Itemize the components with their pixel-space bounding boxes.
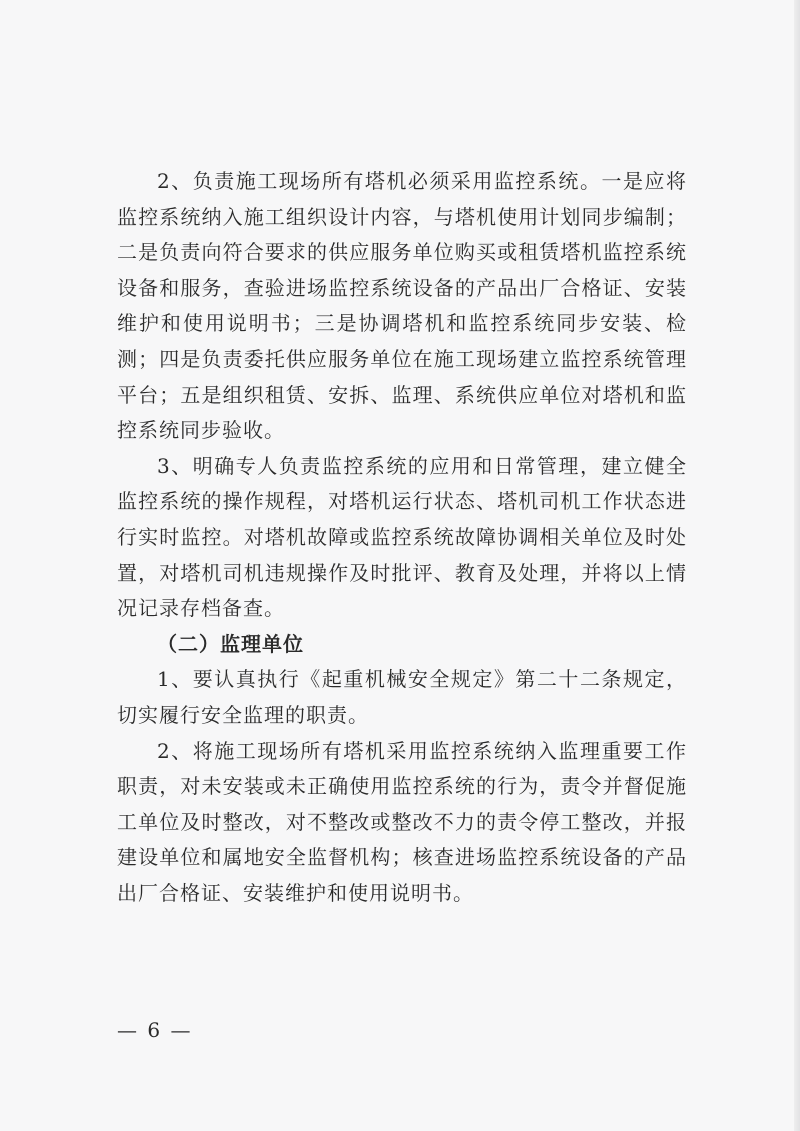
paragraph-item-3: 3、明确专人负责监控系统的应用和日常管理，建立健全监控系统的操作规程，对塔机运行状态、塔机司机工作状态进行实时监控。对塔机故障或监控系统故障协调相关单位及时处置，对塔机司机违规操作及时批评、教育及处理，并将以上情况记录存档备查。 (117, 453, 687, 621)
page-number: — 6 — (117, 1018, 193, 1042)
scan-edge (794, 0, 800, 1131)
paragraph-supervision-2: 2、将施工现场所有塔机采用监控系统纳入监理重要工作职责，对未安装或未正确使用监控系统的行为，责令并督促施工单位及时整改，对不整改或整改不力的责令停工整改，并报建设单位和属地安全监督机构；核查进场监控系统设备的产品出厂合格证、安装维护和使用说明书。 (117, 738, 687, 905)
paragraph-supervision-1: 1、要认真执行《起重机械安全规定》第二十二条规定，切实履行安全监理的职责。 (117, 667, 687, 727)
paragraph-item-2: 2、负责施工现场所有塔机必须采用监控系统。一是应将监控系统纳入施工组织设计内容，与塔机使用计划同步编制；二是负责向符合要求的供应服务单位购买或租赁塔机监控系统设备和服务，查验进场监控系统设备的产品出厂合格证、安装维护和使用说明书；三是协调塔机和监控系统同步安装、检测；四是负责委托供应服务单位在施工现场建立监控系统管理平台；五是组织租赁、安拆、监理、系统供应单位对塔机和监控系统同步验收。 (117, 169, 687, 443)
section-heading-supervision: （二）监理单位 (157, 631, 304, 656)
body-text (117, 164, 687, 911)
